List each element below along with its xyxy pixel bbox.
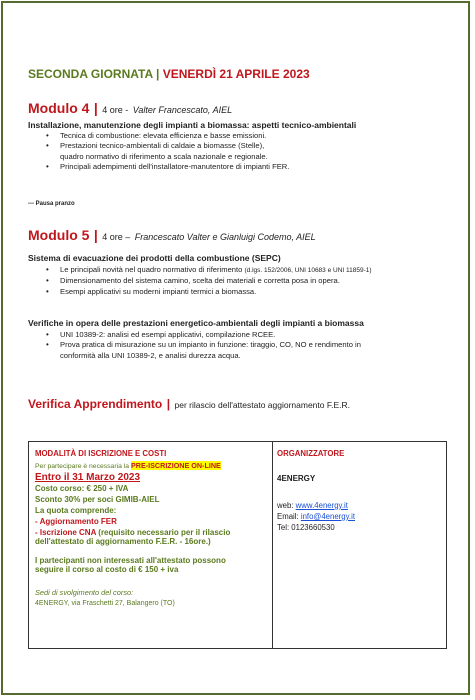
organizzatore-name: 4ENERGY (277, 474, 316, 483)
modulo-5-section (28, 227, 458, 245)
iscrizione-box (28, 441, 273, 649)
list-item: • Le principali novità nel quadro normativo di riferimento (d.lgs. 152/2006, UNI 10683 e UNI 11859-1) (28, 265, 458, 276)
contacts (277, 500, 442, 533)
venue-label: Sedi di svolgimento del corso: (35, 588, 134, 597)
modulo-4-section (28, 100, 458, 173)
day-heading (28, 67, 310, 81)
verifica-desc: per rilascio dell'attestato aggiornamento F.E.R. (174, 400, 351, 410)
day-label: SECONDA GIORNATA (28, 67, 153, 81)
modulo-4-separator: | (93, 100, 98, 116)
cost: Costo corso: € 250 + IVA (35, 484, 129, 493)
preiscrizione-line: Per partecipare è necessaria la PRE-ISCRIZIONE ON-LINE (35, 461, 221, 470)
organizzatore-title: ORGANIZZATORE (277, 449, 345, 458)
verifiche-section (28, 318, 458, 361)
deadline: Entro il 31 Marzo 2023 (35, 472, 141, 483)
includes-label: La quota comprende: (35, 506, 117, 515)
web-link[interactable]: www.4energy.it (295, 501, 348, 510)
includes-item-fer: - Aggiornamento FER (35, 517, 117, 526)
note: I partecipanti non interessati all'attestato possono seguire il corso al costo di € 150 + iva (35, 556, 226, 574)
modulo-4-subtitle: Installazione, manutenzione degli impianti a biomassa: aspetti tecnico-ambientali (28, 120, 357, 130)
verifica-heading (28, 395, 458, 413)
organizzatore-box (273, 441, 447, 649)
modulo-5-heading (28, 227, 458, 245)
day-date: VENERDÌ 21 APRILE 2023 (162, 67, 310, 81)
verifica-title: Verifica Apprendimento (28, 397, 163, 411)
pause-note: --- Pausa pranzo (28, 201, 75, 207)
web-line: web: www.4energy.it (277, 501, 348, 510)
modulo-5-separator: | (93, 227, 98, 243)
modulo-4-bullets (28, 131, 458, 173)
phone: Tel: 0123660530 (277, 523, 335, 532)
modulo-5-title: Modulo 5 (28, 227, 90, 243)
verifiche-bullets (28, 330, 458, 361)
iscrizione-title: MODALITÀ DI ISCRIZIONE E COSTI (35, 449, 167, 458)
preiscrizione-highlight: PRE-ISCRIZIONE ON-LINE (130, 461, 221, 470)
modulo-5-teacher: Francescato Valter e Gianluigi Codemo, AIEL (134, 232, 316, 242)
sepc-section (28, 253, 458, 297)
includes-item-cna: - Iscrizione CNA (requisito necessario per il rilascio dell'attestato di aggiornamento F.E.R. - 16ore.) (35, 528, 231, 546)
list-item: • Dimensionamento del sistema camino, scelta dei materiali e corretta posa in opera. (28, 276, 458, 286)
day-separator: | (156, 67, 160, 81)
sepc-title: Sistema di evacuazione dei prodotti della combustione (SEPC) (28, 253, 281, 263)
modulo-4-hours: 4 ore - (102, 105, 129, 115)
email-line: Email: info@4energy.it (277, 512, 355, 521)
list-item: • Principali adempimenti dell'installatore-manutentore di impianti FER. (28, 162, 458, 172)
list-item: • Prova pratica di misurazione su un impianto in funzione: tiraggio, CO, NO e rendimento in conformità alla UNI 10389-2, e analisi durezza acqua. (28, 340, 458, 361)
list-item: • Tecnica di combustione: elevata efficienza e basse emissioni. (28, 131, 458, 141)
sepc-bullets (28, 265, 458, 297)
list-item: • UNI 10389-2: analisi ed esempi applicativi, compilazione RCEE. (28, 330, 458, 340)
venue: 4ENERGY, via Fraschetti 27, Balangero (TO) (35, 600, 175, 607)
modulo-4-heading (28, 100, 458, 118)
verifica-separator: | (166, 397, 171, 411)
list-item: • Esempi applicativi su moderni impianti termici a biomassa. (28, 287, 458, 297)
email-link[interactable]: info@4energy.it (300, 512, 355, 521)
modulo-4-title: Modulo 4 (28, 100, 90, 116)
discount: Sconto 30% per soci GIMIB-AIEL (35, 495, 160, 504)
modulo-5-hours: 4 ore – (102, 232, 131, 242)
list-item: • Prestazioni tecnico-ambientali di caldaie a biomasse (Stelle), quadro normativo di riferimento a scala nazionale e regionale. (28, 141, 458, 162)
modulo-4-teacher: Valter Francescato, AIEL (132, 105, 233, 115)
verifiche-title: Verifiche in opera delle prestazioni energetico-ambientali degli impianti a biomassa (28, 318, 364, 328)
